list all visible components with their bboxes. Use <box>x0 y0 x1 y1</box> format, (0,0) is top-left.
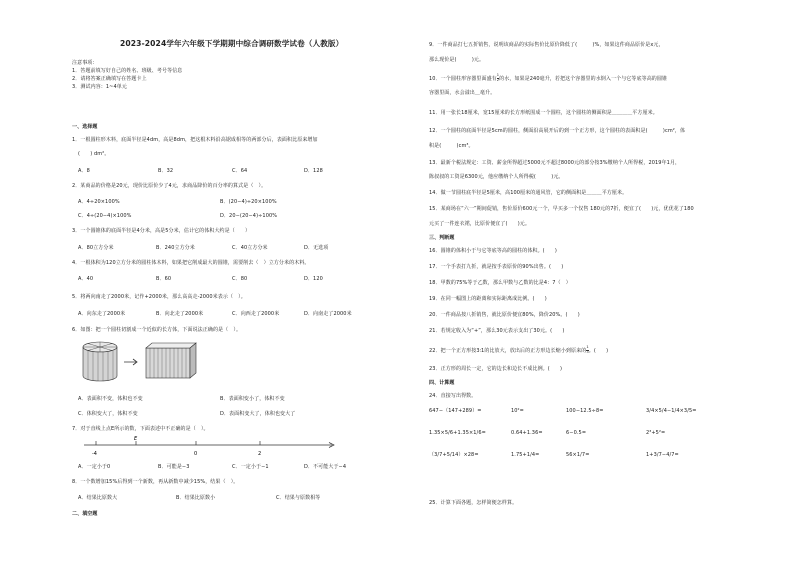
question-1: 1．一根圆柱形木料，底面半径是4dm，高是8dm，把这根木料沿高锯成相等的两部分后，表面积比原来增加 <box>72 137 318 143</box>
option: A．8 <box>78 168 90 174</box>
question-10 <box>429 74 667 83</box>
question-25: 25．计算下面各题，怎样简便怎样算。 <box>429 500 518 506</box>
option: B．表面积变小了，体积不变 <box>220 396 285 402</box>
question-5: 5．将两向南走了2000米，记作+2000米，那么高高走-2000米表示（ ）。 <box>72 294 246 300</box>
option: C．体积变大了，体积不变 <box>78 411 138 417</box>
option: D．向南走了2000米 <box>304 311 352 317</box>
question-20: 20．一件商品按八折销售，就比原价便宜80%，降价20%。( ) <box>429 312 580 318</box>
question-14: 14．做一节圆柱底半径是5厘米，高100厘米的通风管，它的侧面积是＿＿＿平方厘米。 <box>429 190 628 196</box>
calc-item: 647−（147+289）= <box>429 408 482 414</box>
axis-point-label: E <box>134 436 138 442</box>
question-7: 7．对于直线上点E所示的数，下面表述中不正确的是（ ）。 <box>72 426 209 432</box>
option: C．40立方分米 <box>232 245 268 251</box>
option: A．4÷20×100% <box>78 199 120 205</box>
option: C．64 <box>232 168 248 174</box>
option: A．80立方分米 <box>78 245 114 251</box>
question-4: 4．一根体积为120立方分米的圆柱体木料，如果把它削成最大的圆锥，需要削去（ ）立方分米的木料。 <box>72 260 310 266</box>
option: D．不可能大于−4 <box>304 464 347 470</box>
question-22 <box>429 346 608 355</box>
section-heading: 四、计算题 <box>429 380 455 386</box>
note-item: 1．答题前填写好自己的姓名、班级、考号等信息 <box>72 68 183 74</box>
calc-item: 2³+5²= <box>646 430 666 436</box>
option: D．20−(20−4)÷100% <box>220 213 278 219</box>
question-11: 11．用一张长18厘米，宽15厘米的长方形纸围成一个圆柱，这个圆柱的侧面积是＿＿＿＿平方厘米。 <box>429 110 658 116</box>
option: B．32 <box>158 168 174 174</box>
axis-label: 0 <box>194 451 198 457</box>
axis-label: 2 <box>258 451 262 457</box>
arrow-icon <box>124 359 137 365</box>
calc-item: 0.64+1.36= <box>511 430 543 436</box>
section-heading: 一、选择题 <box>72 124 98 130</box>
question-3: 3．一个圆锥体的底面半径是4分米，高是5分米，估计它的体积大约是（ ） <box>72 228 251 234</box>
calc-item: 1.35×5/6+1.35×1/6= <box>429 430 486 436</box>
question-16: 16．圆锥的体积小于与它等底等高的圆柱的体积。( ) <box>429 248 557 254</box>
option: D．120 <box>304 276 323 282</box>
question-12-cont: 积是( )cm³。 <box>429 143 474 149</box>
question-22-text: 。( ) <box>588 347 609 354</box>
question-9-cont: 那么现价是( )元。 <box>429 57 485 63</box>
note-item: 2．请将答案正确填写在答题卡上 <box>72 76 147 82</box>
calc-item: 1.75+1/4= <box>511 452 540 458</box>
cuboid-side <box>190 343 196 378</box>
section-heading: 三、判断题 <box>429 235 455 241</box>
question-10-cont: 容器里面，水会溢出＿毫升。 <box>429 90 496 96</box>
option: B．240立方分米 <box>156 245 195 251</box>
note-item: 3．测试内容：1~4单元 <box>72 84 127 90</box>
question-8: 8．一个数增加15%后得到一个新数，再从新数中减少15%，结果（ ）。 <box>72 479 239 485</box>
question-10-text: 的水，如果是240毫升，若把这个容器里的水倒入一个与它等底等高的圆锥 <box>499 75 668 82</box>
option: A．40 <box>78 276 94 282</box>
question-23: 23．正方形的周长一定，它的边长和边长不成比例。( ) <box>429 366 563 372</box>
denominator: 2 <box>496 77 500 82</box>
cuboid-front <box>146 348 190 378</box>
question-24: 24．直接写出得数。 <box>429 393 477 399</box>
option: C．一定小于−1 <box>232 464 269 470</box>
option: D．128 <box>304 168 323 174</box>
calc-item: （3/7+5/14）×28= <box>429 452 479 458</box>
question-18: 18．甲数的75%等于乙数，那么甲数与乙数的比是4：7（ ） <box>429 280 571 286</box>
question-2: 2．某商品的价格是20元，现价比原价少了4元，求商品降价的百分率的算式是（ ）。 <box>72 183 267 189</box>
option: C．4÷(20−4)×100% <box>78 213 132 219</box>
option: B．向北走了2000米 <box>156 311 204 317</box>
question-21: 21．若规定收入为“+”，那么30元表示支出了30元。( ) <box>429 328 565 334</box>
cuboid-top <box>146 343 196 348</box>
question-12: 12．一个圆柱的底面半径是5cm的圆柱，侧面沿高展开后的到一个正方形，这个圆柱的表面积是( )cm²，体 <box>429 128 686 134</box>
notes-header: 注意事项： <box>72 60 98 66</box>
numerator: 1 <box>496 73 500 77</box>
question-10-text: 10．一个圆柱形容器里面盛有 <box>429 75 497 82</box>
number-line <box>80 436 340 460</box>
option: B．60 <box>156 276 172 282</box>
question-17: 17．一个手表打九折，就是按手表原价的90%出售。( ) <box>429 264 564 270</box>
option: A．表面积不变，体积也不变 <box>78 396 143 402</box>
calc-item: 6−0.5= <box>566 430 587 436</box>
option: B．可能是−3 <box>158 464 190 470</box>
option: D．表面积变大了，体积也变大了 <box>220 411 296 417</box>
option: C．结果与原数相等 <box>276 495 321 501</box>
calc-item: 56×1/7= <box>566 452 590 458</box>
axis-label: -4 <box>92 451 97 457</box>
calc-item: 100−12.5÷8= <box>566 408 604 414</box>
calc-item: 1+3/7−4/7= <box>646 452 679 458</box>
page-title: 2023-2024学年六年级下学期期中综合调研数学试卷（人教版） <box>120 39 344 48</box>
question-6: 6．如图：把一个圆柱切割成一个近似的长方体，下面说法正确的是（ ）。 <box>72 327 242 333</box>
option: C．80 <box>232 276 248 282</box>
calc-item: 10²= <box>511 408 524 414</box>
denominator: 3 <box>586 349 589 354</box>
question-13: 13．最新个税法规定：工资、薪金所得超过5000元不超过8000元的部分按3%缴纳个人所得税，2019年1月， <box>429 160 681 166</box>
question-13-cont: 陈叔叔的工资是6300元，他应缴纳个人所得税( )元。 <box>429 174 564 180</box>
cylinder-to-cuboid-figure <box>80 340 200 382</box>
question-15-cont: 元买了一件连衣裙，比原价便宜了( )元。 <box>429 221 531 227</box>
calc-item: 3/4×5/4−1/4×3/5= <box>646 408 697 414</box>
option: D．无选项 <box>304 245 329 251</box>
option: A．结果比原数大 <box>78 495 118 501</box>
numerator: 1 <box>586 345 589 349</box>
question-15: 15．某商场在“六一”期间促销，售价原价600元一个，早买多一个仅售 180元的7折，便宜了( )元，优优花了180 <box>429 206 694 212</box>
option: B．结果比原数小 <box>176 495 216 501</box>
question-1-cont: ( ) dm²。 <box>78 151 110 157</box>
question-19: 19．在同一幅图上的距离和实际距离成比例。( ) <box>429 296 547 302</box>
option: C．向西走了2000米 <box>232 311 280 317</box>
option: A．向东走了2000米 <box>78 311 126 317</box>
question-9: 9．一件商品打七五折销售，说明该商品的实际售价比原价降低了( )%，如果这件商品原价是x元， <box>429 42 664 48</box>
question-22-text: 22．把一个正方形按3∶1的比放大，放出后的正方形边长缩小到原来的 <box>429 347 587 354</box>
section-heading: 二、填空题 <box>72 511 98 517</box>
option: A．一定小于0 <box>78 464 111 470</box>
option: B．(20−4)÷20×100% <box>220 199 277 205</box>
